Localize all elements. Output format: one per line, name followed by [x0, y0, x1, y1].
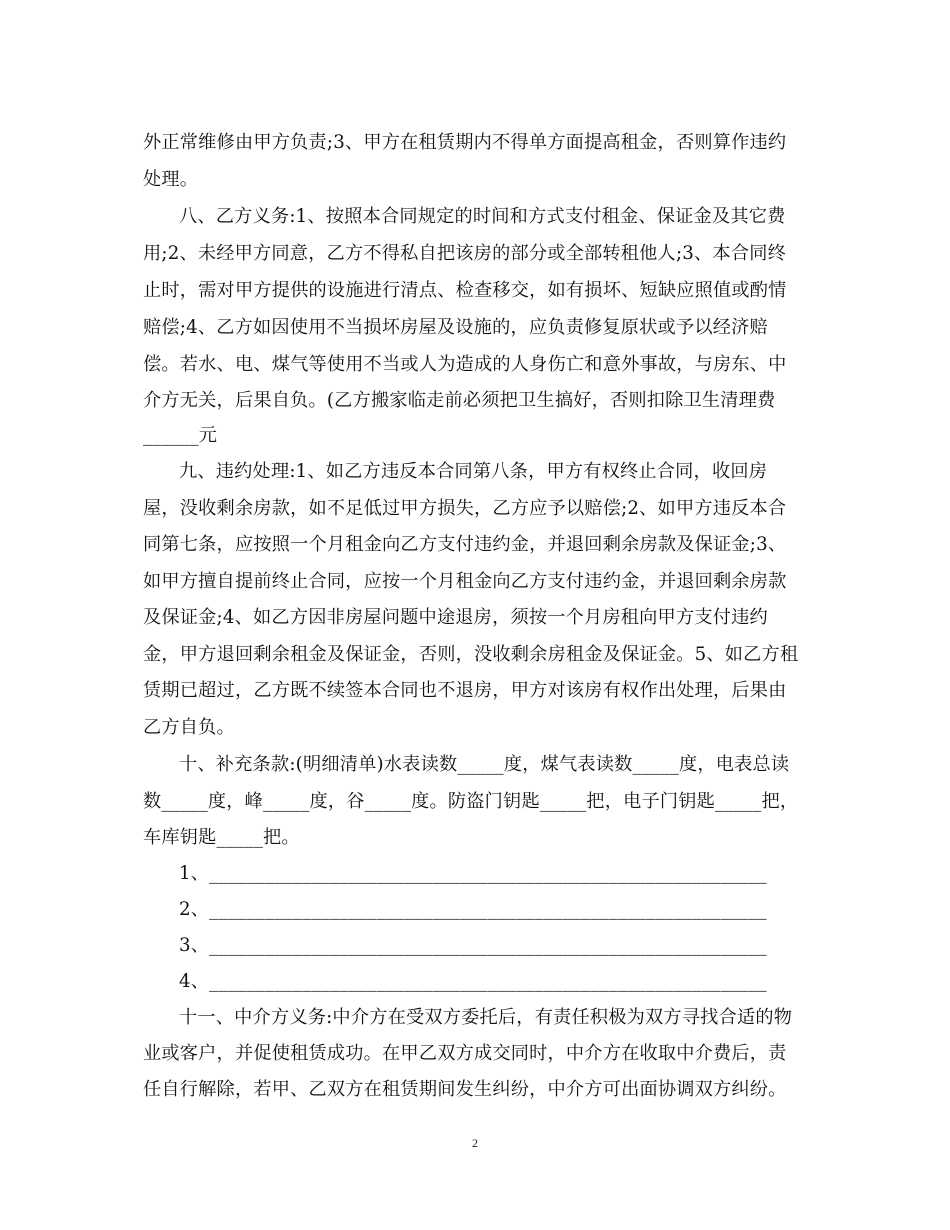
- text-line: 如甲方擅自提前终止合同，应按一个月租金向乙方支付违约金，并退回剩余房款: [143, 571, 787, 592]
- text-line: 屋，没收剩余房款，如不足低过甲方损失，乙方应予以赔偿;2、如甲方违反本合: [143, 498, 787, 519]
- text-line: 偿。若水、电、煤气等使用不当或人为造成的人身伤亡和意外事故，与房东、中: [143, 354, 787, 375]
- text-line: 赔偿;4、乙方如因使用不当损坏房屋及设施的，应负责修复原状或予以经济赔: [143, 317, 768, 338]
- paragraph-8-first-line: 八、乙方义务:1、按照本合同规定的时间和方式支付租金、保证金及其它费: [179, 206, 786, 227]
- text-line: 金，甲方退回剩余租金及保证金，否则，没收剩余房租金及保证金。5、如乙方租: [143, 644, 799, 665]
- text-line: 同第七条，应按照一个月租金向乙方支付违约金，并退回剩余房款及保证金;3、: [143, 534, 787, 555]
- paragraph-11-first-line: 十一、中介方义务:中介方在受双方委托后，有责任积极为双方寻找合适的物: [179, 1007, 793, 1028]
- text-line: 乙方自负。: [143, 717, 235, 738]
- text-line: 介方无关，后果自负。(乙方搬家临走前必须把卫生搞好，否则扣除卫生清理费: [143, 390, 776, 411]
- text-line: 用;2、未经甲方同意，乙方不得私自把该房的部分或全部转租他人;3、本合同终: [143, 243, 786, 264]
- text-line: 数_____度，峰_____度，谷_____度。防盗门钥匙_____把，电子门钥匙_____把，: [143, 791, 799, 812]
- blank-item-4: 4、____________________________________________________________: [179, 971, 767, 992]
- text-line: 外正常维修由甲方负责;3、甲方在租赁期内不得单方面提高租金，否则算作违约: [143, 132, 787, 153]
- blank-item-2: 2、____________________________________________________________: [179, 899, 767, 920]
- text-line: 车库钥匙_____把。: [143, 827, 300, 848]
- blank-item-1: 1、____________________________________________________________: [179, 863, 767, 884]
- text-line: 止时，需对甲方提供的设施进行清点、检查移交，如有损坏、短缺应照值或酌情: [143, 280, 787, 301]
- text-line: 及保证金;4、如乙方因非房屋问题中途退房，须按一个月房租向甲方支付违约: [143, 607, 768, 628]
- text-line: 业或客户，并促使租赁成功。在甲乙双方成交同时，中介方在收取中介费后，责: [143, 1043, 787, 1064]
- paragraph-9-first-line: 九、违约处理:1、如乙方违反本合同第八条，甲方有权终止合同，收回房: [179, 461, 768, 482]
- blank-item-3: 3、____________________________________________________________: [179, 935, 767, 956]
- text-line: ______元: [143, 425, 218, 446]
- text-line: 处理。: [143, 169, 199, 190]
- paragraph-10-first-line: 十、补充条款:(明细清单)水表读数_____度，煤气表读数_____度，电表总读: [179, 754, 790, 775]
- page-number: 2: [472, 1136, 478, 1150]
- text-line: 赁期已超过，乙方既不续签本合同也不退房，甲方对该房有权作出处理，后果由: [143, 680, 787, 701]
- text-line: 任自行解除，若甲、乙双方在租赁期间发生纠纷，中介方可出面协调双方纠纷。: [143, 1079, 787, 1100]
